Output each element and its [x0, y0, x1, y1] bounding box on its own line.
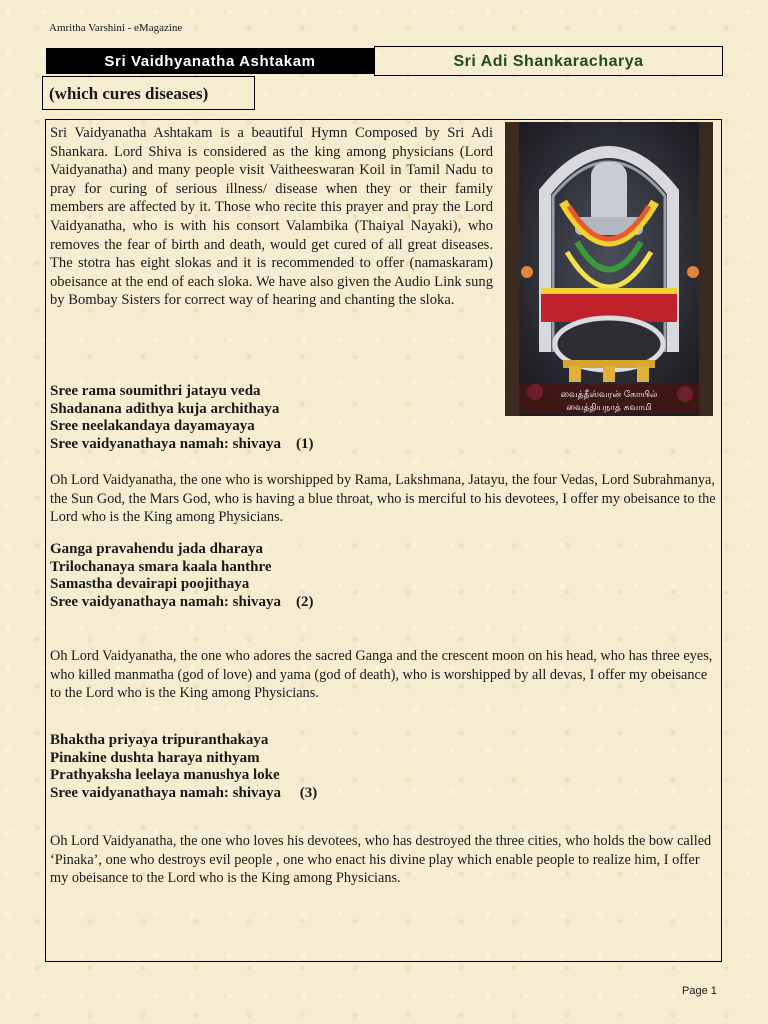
- verse-line: Sree rama soumithri jatayu veda: [50, 383, 261, 399]
- temple-caption-line2: வைத்தியநாத் சுவாமி: [566, 403, 652, 413]
- verse-line: Sree vaidyanathaya namah: shivaya (3): [50, 784, 318, 801]
- verse-2: [50, 541, 314, 611]
- verse-line: Shadanana adithya kuja archithaya: [50, 400, 280, 417]
- intro-paragraph: Sri Vaidyanatha Ashtakam is a beautiful Hymn Composed by Sri Adi Shankara. Lord Shiva is considered as the king among physicians (Lord Vaidyanatha) and many people visit Vaitheeswaran Koil in Tamil Nadu to pray for curing of serious illness/ disease when they or their family members are affected by it. Those who recite this prayer and pray the Lord Vaidyanatha, who is with his consort Valambika (Thaiyal Nayaki), who removes the fear of birth and death, would get cured of all great diseases. The stotra has eight slokas and it is recommended to offer (namaskaram) obeisance at the end of each sloka. We have also given the Audio Link sung by Bombay Sisters for correct way of hearing and chanting the sloka.: [50, 125, 493, 309]
- verse-2-meaning: Oh Lord Vaidyanatha, the one who adores the sacred Ganga and the crescent moon on his head, who has three eyes, who killed manmatha (god of love) and yama (god of death), who is worshipped by all devas, I offer my obeisance to the Lord who is the King among Physicians.: [50, 648, 713, 701]
- verse-line: Sree vaidyanathaya namah: shivaya (1): [50, 435, 314, 452]
- hymn-title: Sri Vaidhyanatha Ashtakam: [46, 48, 374, 74]
- verse-line: Samastha devairapi poojithaya: [50, 576, 250, 592]
- verse-line: Bhaktha priyaya tripuranthakaya: [50, 732, 269, 748]
- verse-line: Trilochanaya smara kaala hanthre: [50, 558, 272, 575]
- verse-line: Sree neelakandaya dayamayaya: [50, 418, 255, 434]
- verse-1-meaning: Oh Lord Vaidyanatha, the one who is worshipped by Rama, Lakshmana, Jatayu, the four Vedas, Lord Subrahmanya, the Sun God, the Mars God, who is having a blue throat, who is merciful to his devotees, I offer my obeisance to the Lord who is the King among Physicians.: [50, 472, 716, 525]
- magazine-name: Amritha Varshini - eMagazine: [49, 22, 183, 34]
- verse-line: Sree vaidyanathaya namah: shivaya (2): [50, 593, 314, 610]
- verse-line: Prathyaksha leelaya manushya loke: [50, 767, 280, 783]
- temple-image: [505, 122, 713, 416]
- verse-line: Pinakine dushta haraya nithyam: [50, 749, 260, 766]
- verse-3-meaning: Oh Lord Vaidyanatha, the one who loves his devotees, who has destroyed the three cities, who holds the bow called ‘Pinaka’, one who destroys evil people , one who enact his divine play which enable people to realize him, I offer my obeisance to the Lord who is the King among Physicians.: [50, 833, 712, 886]
- author-title: Sri Adi Shankaracharya: [374, 46, 723, 76]
- subtitle: (which cures diseases): [42, 76, 255, 110]
- verse-1: [50, 383, 314, 453]
- verse-3: [50, 732, 317, 802]
- temple-caption-line1: வைத்தீஸ்வரன் கோயில்: [560, 390, 658, 400]
- verse-line: Ganga pravahendu jada dharaya: [50, 541, 263, 557]
- page-number: Page 1: [682, 985, 717, 997]
